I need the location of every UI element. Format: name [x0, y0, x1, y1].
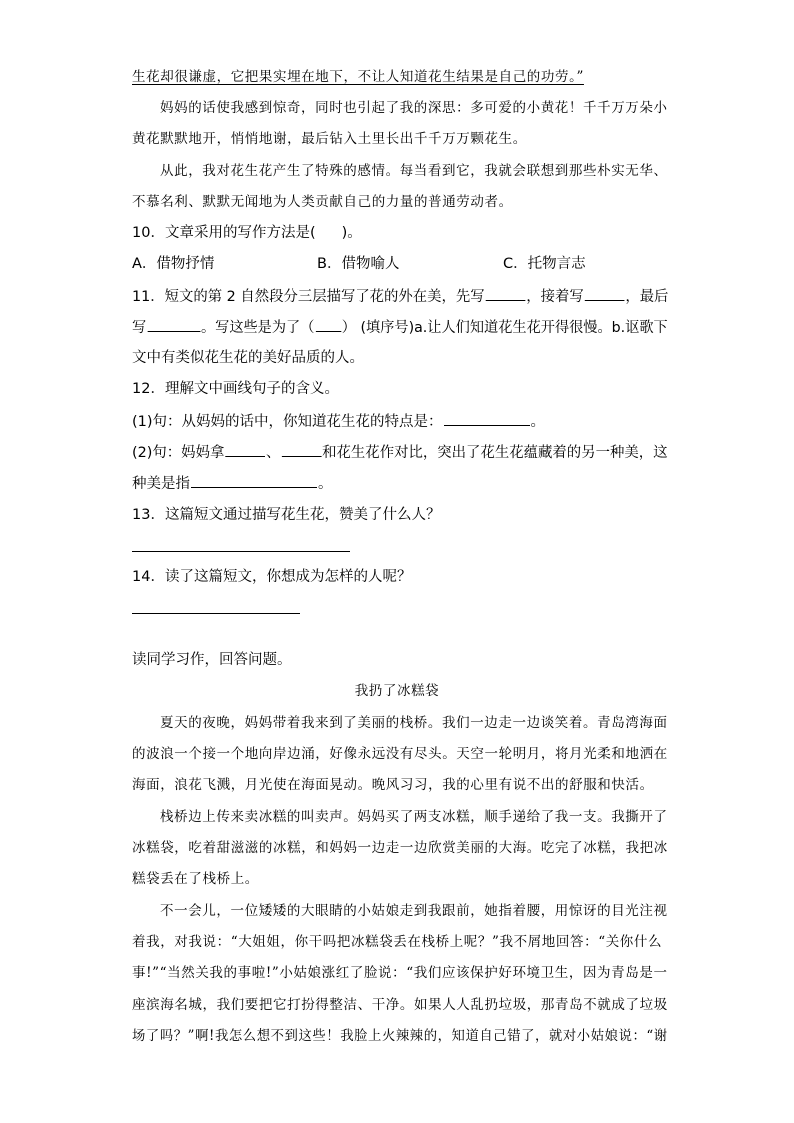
passage-paragraph-line: 不慕名利、默默无闻地为人类贡献自己的力量的普通劳动者。: [132, 194, 513, 210]
question-10-stem-end: )。: [341, 225, 362, 241]
question-11-text: 写: [132, 320, 147, 336]
passage-underlined-sentence: 生花却很谦虚，它把果实埋在地下，不让人知道花生结果是自己的功劳。”: [132, 69, 584, 85]
question-10-option-a[interactable]: A．借物抒情: [132, 256, 215, 272]
answer-blank[interactable]: [147, 317, 200, 332]
question-11-line-1: [132, 286, 668, 307]
question-11-text: ，接着写: [526, 289, 584, 305]
question-10-option-b[interactable]: B．借物喻人: [317, 256, 400, 272]
question-12-sub-2: [132, 442, 668, 463]
question-10-stem: 10．文章采用的写作方法是(: [132, 225, 316, 241]
passage-paragraph-line: 妈妈的话使我感到惊奇，同时也引起了我的深思：多可爱的小黄花！千千万万朵小: [160, 100, 668, 116]
question-12-sub-1: [132, 411, 545, 432]
question-11-text: 11．短文的第 2 自然段分三层描写了花的外在美，先写: [132, 289, 485, 305]
question-11-text: ） (填序号)a.让人们知道花生花开得很慢。b.讴歌下: [341, 320, 668, 336]
question-13-stem: 13．这篇短文通过描写花生花，赞美了什么人？: [132, 507, 441, 523]
essay-paragraph-line: 场了吗？”啊!我怎么想不到这些！我脸上火辣辣的，知道自己错了，就对小姑娘说：“谢: [132, 1028, 668, 1044]
question-12-text: 和花生花作对比，突出了花生花蕴藏着的另一种美，这: [322, 445, 668, 461]
essay-paragraph-line: 座滨海名城，我们要把它打扮得整洁、干净。如果人人乱扔垃圾，那青岛不就成了垃圾: [132, 997, 668, 1013]
answer-blank[interactable]: [486, 286, 526, 301]
essay-title: 我扔了冰糕袋: [354, 683, 440, 699]
essay-paragraph-line: 的波浪一个接一个地向岸边涌，好像永远没有尽头。天空一轮明月，将月光柔和地洒在: [132, 746, 668, 762]
essay-paragraph-line: 糕袋丢在了栈桥上。: [132, 871, 259, 887]
question-12-text: 种美是指: [132, 476, 190, 492]
question-14-answer-line[interactable]: [132, 613, 300, 614]
passage-paragraph-line: 从此，我对花生花产生了特殊的感情。每当看到它，我就会联想到那些朴实无华、: [160, 163, 668, 179]
passage-paragraph-line: 黄花默默地开，悄悄地谢，最后钻入土里长出千千万万颗花生。: [132, 131, 527, 147]
question-11-text: 。写这些是为了（: [200, 320, 315, 336]
question-12-stem: 12．理解文中画线句子的含义。: [132, 381, 339, 397]
answer-blank[interactable]: [585, 286, 625, 301]
question-14-stem: 14．读了这篇短文，你想成为怎样的人呢？: [132, 569, 412, 585]
answer-blank[interactable]: [315, 317, 340, 332]
question-12-text: 、: [266, 445, 281, 461]
answer-blank[interactable]: [191, 473, 317, 488]
answer-blank[interactable]: [281, 442, 321, 457]
answer-blank[interactable]: [225, 442, 265, 457]
question-10-option-c[interactable]: C．托物言志: [503, 256, 586, 272]
question-12-text: 。: [530, 414, 546, 430]
question-12-text: (2)句：妈妈拿: [132, 445, 225, 461]
section-instruction: 读同学习作，回答问题。: [132, 652, 292, 668]
essay-paragraph-line: 栈桥边上传来卖冰糕的叫卖声。妈妈买了两支冰糕，顺手递给了我一支。我撕开了: [160, 809, 668, 825]
essay-paragraph-line: 夏天的夜晚，妈妈带着我来到了美丽的栈桥。我们一边走一边谈笑着。青岛湾海面: [160, 715, 668, 731]
essay-paragraph-line: 不一会儿，一位矮矮的大眼睛的小姑娘走到我跟前，她指着腰，用惊讶的目光注视: [160, 903, 668, 919]
essay-paragraph-line: 着我，对我说：“大姐姐，你干吗把冰糕袋丢在栈桥上呢？”我不屑地回答：“关你什么: [132, 934, 663, 950]
question-11-line-2: [132, 317, 668, 338]
essay-paragraph-line: 冰糕袋，吃着甜滋滋的冰糕，和妈妈一边走一边欣赏美丽的大海。吃完了冰糕，我把冰: [132, 840, 668, 856]
question-12-text: (1)句：从妈妈的话中，你知道花生花的特点是：: [132, 414, 443, 430]
question-12-text: 。: [318, 476, 333, 492]
answer-blank[interactable]: [444, 411, 530, 426]
question-11-line-3: 文中有类似花生花的美好品质的人。: [132, 350, 364, 366]
question-13-answer-line[interactable]: [132, 551, 350, 552]
question-10: [132, 223, 362, 243]
essay-paragraph-line: 海面，浪花飞溅，月光使在海面晃动。晚风习习，我的心里有说不出的舒服和快活。: [132, 777, 654, 793]
question-11-text: ，最后: [625, 289, 669, 305]
essay-paragraph-line: 事!”“当然关我的事啦!”小姑娘涨红了脸说：“我们应该保护好环境卫生，因为青岛是一: [132, 965, 668, 981]
question-12-sub-2-cont: [132, 473, 333, 494]
